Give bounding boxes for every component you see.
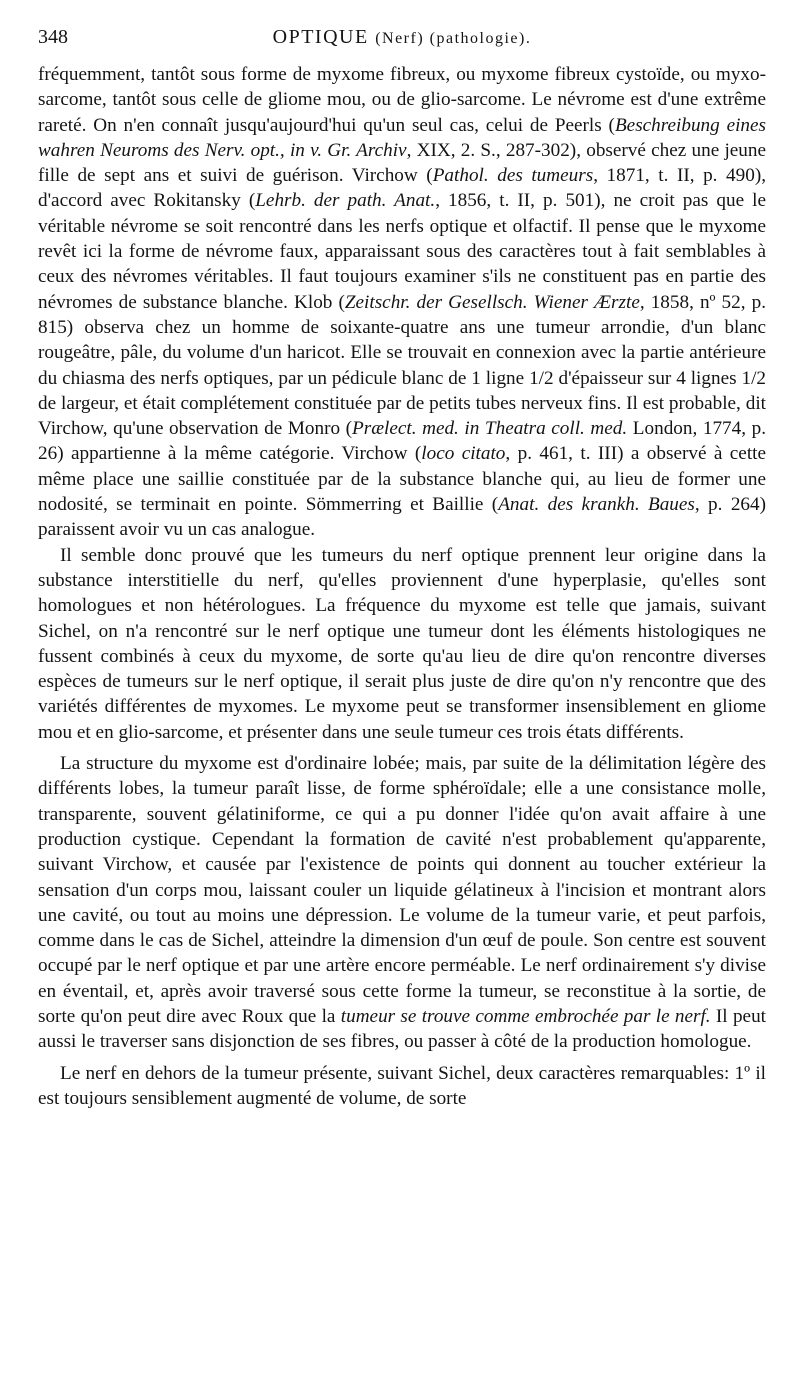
text-run: La structure du myxome est d'ordinaire lobée; mais, par suite de la délimitation légère des différents lobes, la tumeur paraît lisse, de forme sphéroïdale; elle a une consistance molle, transparente, souvent gélatiniforme, ce qui a pu donner l'idée qu'on avait affaire à une production cystique. Cependant la formation de cavité n'est probablement qu'apparente, suivant Virchow, et causée par l'existence de points qui donnent au toucher extérieur la sensation d'un corps mou, laissant couler un liquide gélatineux à l'incision et montrant alors une cavité, ou tout au moins une dépression. Le volume de la tumeur varie, et peut parfois, comme dans le cas de Sichel, atteindre la dimension d'un œuf de poule. Son centre est souvent occupé par le nerf optique et par une artère encore perméable. Le nerf ordinairement s'y divise en éventail, et, après avoir traversé sous cette forme la tumeur, se reconstitue à la sortie, de sorte qu'on peut dire avec Roux que la bbox=[38, 753, 766, 1027]
citation: Pathol. des tumeurs bbox=[432, 165, 594, 187]
paragraph-1 bbox=[38, 62, 766, 543]
citation: Beschreibung eines wahren Neuroms des Nerv. opt., in v. Gr. Archiv bbox=[38, 114, 766, 161]
text-run: , 1871, t. II, p. 490), d'accord avec Rokitansky ( bbox=[38, 165, 767, 212]
text-run: , XIX, 2. S., 287-302), observé chez une jeune fille de sept ans et suivi de guérison. Virchow ( bbox=[38, 139, 766, 187]
text-run: , 1858, nº 52, p. 815) observa chez un homme de soixante-quatre ans une tumeur arrondie, d'un blanc rougeâtre, pâle, du volume d'un haricot. Elle se trouvait en connexion avec la partie antérieure du chiasma des nerfs optiques, par un pédicule blanc de 1 ligne 1/2 d'épaisseur sur 4 lignes 1/2 de largeur, et était complétement constituée par de petits tubes nerveux fins. Il est probable, dit Virchow, qu'une observation de Monro ( bbox=[38, 291, 766, 440]
text-run: , 1856, t. II, p. 501), ne croit pas que le véritable névrome se soit rencontré dans les nerfs optique et olfactif. Il pense que le myxome revêt ici la forme de névrome faux, apparaissant sous des caractères tout à fait semblables à ceux des névromes véritables. Il faut toujours examiner s'ils ne constituent pas en partie des névromes de substance blanche. Klob ( bbox=[38, 190, 766, 313]
paragraph-3 bbox=[38, 751, 766, 1055]
text-run: London, 1774, p. 26) appartienne à la même catégorie. Virchow ( bbox=[38, 418, 766, 465]
running-head-subtitle: (Nerf) (pathologie). bbox=[375, 30, 532, 47]
emphasis: tumeur se trouve comme embrochée par le nerf. bbox=[340, 1005, 711, 1027]
page-number: 348 bbox=[38, 26, 68, 48]
citation: Zeitschr. der Gesellsch. Wiener Ærzte bbox=[344, 291, 640, 313]
text-run: , p. 461, t. III) a observé à cette même place une saillie constituée par de la substance blanche qui, au lieu de former une nodosité, se terminait en pointe. Sömmerring et Baillie ( bbox=[38, 443, 766, 516]
text-run: Il peut aussi le traverser sans disjonction de ses fibres, ou passer à côté de la production homologue. bbox=[38, 1005, 766, 1053]
document-page bbox=[38, 26, 766, 1111]
citation: Anat. des krankh. Baues bbox=[498, 494, 695, 516]
paragraph-2: Il semble donc prouvé que les tumeurs du nerf optique prennent leur origine dans la substance interstitielle du nerf, qu'elles proviennent d'une hyperplasie, qu'elles sont homologues et non hétérologues. La fréquence du myxome est telle que jamais, suivant Sichel, on n'a rencontré sur le nerf optique une tumeur dont les éléments histologiques ne fussent combinés à ceux du myxome, de sorte qu'au lieu de dire qu'on rencontre diverses espèces de tumeurs sur le nerf optique, il serait plus juste de dire qu'on n'y rencontre que des variétés différentes de myxomes. Le myxome peut se transformer insensiblement en gliome mou et en glio-sarcome, et présenter dans une seule tumeur ces trois états différents. bbox=[38, 544, 766, 743]
citation: Lehrb. der path. Anat. bbox=[255, 190, 436, 212]
running-head bbox=[38, 26, 766, 49]
text-run: , p. 264) paraissent avoir vu un cas analogue. bbox=[38, 494, 766, 541]
running-head-title: OPTIQUE bbox=[272, 26, 369, 48]
paragraph-4: Le nerf en dehors de la tumeur présente, suivant Sichel, deux caractères remarquables: 1º il est toujours sensiblement augmenté de volume, de sorte bbox=[38, 1062, 766, 1109]
text-run: fréquemment, tantôt sous forme de myxome fibreux, ou myxome fibreux cystoïde, ou myxo-sarcome, tantôt sous celle de gliome mou, ou de glio-sarcome. Le névrome est d'une extrême rareté. On n'en connaît jusqu'aujourd'hui qu'un seul cas, celui de Peerls ( bbox=[38, 64, 766, 136]
citation: Prælect. med. in Theatra coll. med. bbox=[352, 418, 628, 440]
body-text bbox=[38, 62, 766, 1111]
page-header bbox=[38, 26, 766, 62]
citation: loco citato bbox=[421, 443, 506, 465]
